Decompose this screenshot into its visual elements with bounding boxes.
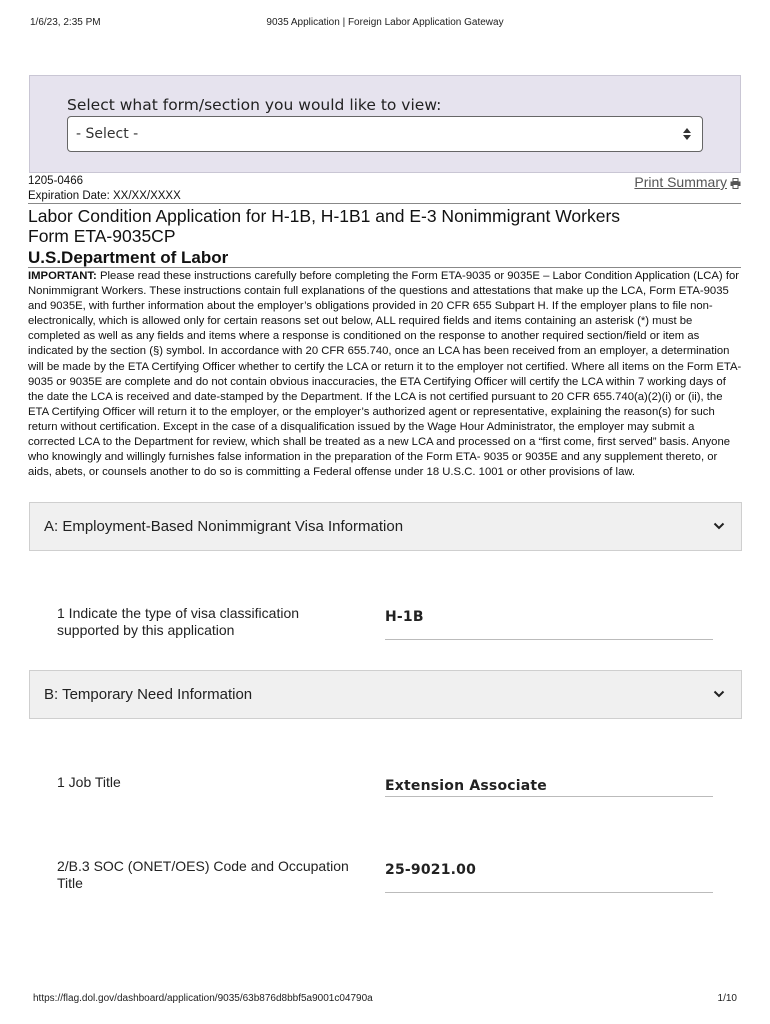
instructions-text [28, 269, 742, 480]
section-a-header[interactable] [29, 502, 742, 551]
section-a-title: A: Employment-Based Nonimmigrant Visa Information [44, 518, 404, 535]
chevron-down-icon [713, 689, 725, 699]
field-label: 1 Job Title [57, 774, 121, 790]
form-title: Labor Condition Application for H-1B, H-1B1 and E-3 Nonimmigrant Workers [28, 206, 621, 226]
omb-number: 1205-0466 [28, 175, 83, 187]
instructions-body: Please read these instructions carefully before completing the Form ETA-9035 or 9035E – Labor Condition Application (LCA) for Nonimmigrant Workers. These instructions contain full explanations of the questions and attestations that make up the LCA, Form ETA-9035 and 9035E, with further information about the employer’s obligations provided in 20 CFR 655 Subpart H. If the employer plans to file non-electronically, which is allowed only for certain reasons set out below, ALL required fields and items containing an asterisk (*) must be completed as well as any fields and items where a response is conditioned on the response to another required section/field or item as indicated by the section (§) symbol. In accordance with 20 CFR 655.740, once an LCA has been received from an employer, a determination will be made by the ETA Certifying Officer whether to certify the LCA or return it to the employer not certified. Where all items on the Form ETA- 9035 or 9035E are complete and do not contain obvious inaccuracies, the ETA Certifying Officer will certify the LCA within 7 working days of the date the LCA is received and date-stamped by the Department. If the LCA is not certified pursuant to 20 CFR 655.740(a)(2)(i) or (ii), the ETA Certifying Officer will return it to the employer, or the employer’s authorized agent or representative, explaining the reason(s) for such return without certification. Except in the case of a disqualification issued by the Wage Hour Administrator, the employer may submit a corrected LCA to the Department for review, which shall be treated as a new LCA and processed on a “first come, first served” basis. Anyone who knowingly and willingly furnishes false information in the preparation of the Form ETA- 9035 or 9035E and any supplement thereto, or aids, abets, or counsels another to do so is committing a Federal offense under 18 U.S.C. 1001 or other provisions of law. [28, 270, 742, 479]
form-meta [28, 174, 181, 204]
chevron-down-icon [713, 521, 725, 531]
page-number: 1/10 [717, 993, 737, 1004]
form-select-panel [29, 75, 741, 173]
divider [28, 203, 741, 204]
important-label: IMPORTANT: [28, 270, 97, 282]
divider [28, 267, 741, 268]
form-number: Form ETA-9035CP [28, 226, 176, 246]
form-section-select[interactable] [67, 116, 703, 152]
field-value: Extension Associate [385, 778, 547, 794]
field-job-title [57, 774, 713, 798]
field-label: 1 Indicate the type of visa classification supported by this application [57, 605, 300, 638]
print-footer [33, 993, 737, 1004]
field-visa-classification [57, 605, 713, 641]
select-arrows-icon [682, 127, 692, 141]
printer-icon [730, 178, 741, 189]
form-title-block [28, 206, 620, 268]
field-underline [385, 892, 713, 893]
print-datetime: 1/6/23, 2:35 PM [30, 17, 101, 28]
expiration-date: Expiration Date: XX/XX/XXXX [28, 190, 181, 202]
print-page-title: 9035 Application | Foreign Labor Application Gateway [266, 17, 504, 28]
form-select-label: Select what form/section you would like to view: [67, 96, 442, 114]
field-label: 2/B.3 SOC (ONET/OES) Code and Occupation Title [57, 858, 349, 891]
section-b-header[interactable] [29, 670, 742, 719]
field-value: H-1B [385, 609, 424, 625]
print-url: https://flag.dol.gov/dashboard/application/9035/63b876d8bbf5a9001c04790a [33, 993, 373, 1004]
section-b-title: B: Temporary Need Information [44, 686, 253, 703]
department-name: U.S.Department of Labor [28, 248, 229, 267]
form-select-value: - Select - [76, 126, 139, 142]
print-header [30, 17, 740, 31]
field-value: 25-9021.00 [385, 862, 477, 878]
field-soc-code [57, 858, 713, 894]
print-summary-link[interactable] [634, 174, 741, 190]
field-underline [385, 639, 713, 640]
print-summary-label: Print Summary [634, 174, 727, 190]
field-underline [385, 796, 713, 797]
